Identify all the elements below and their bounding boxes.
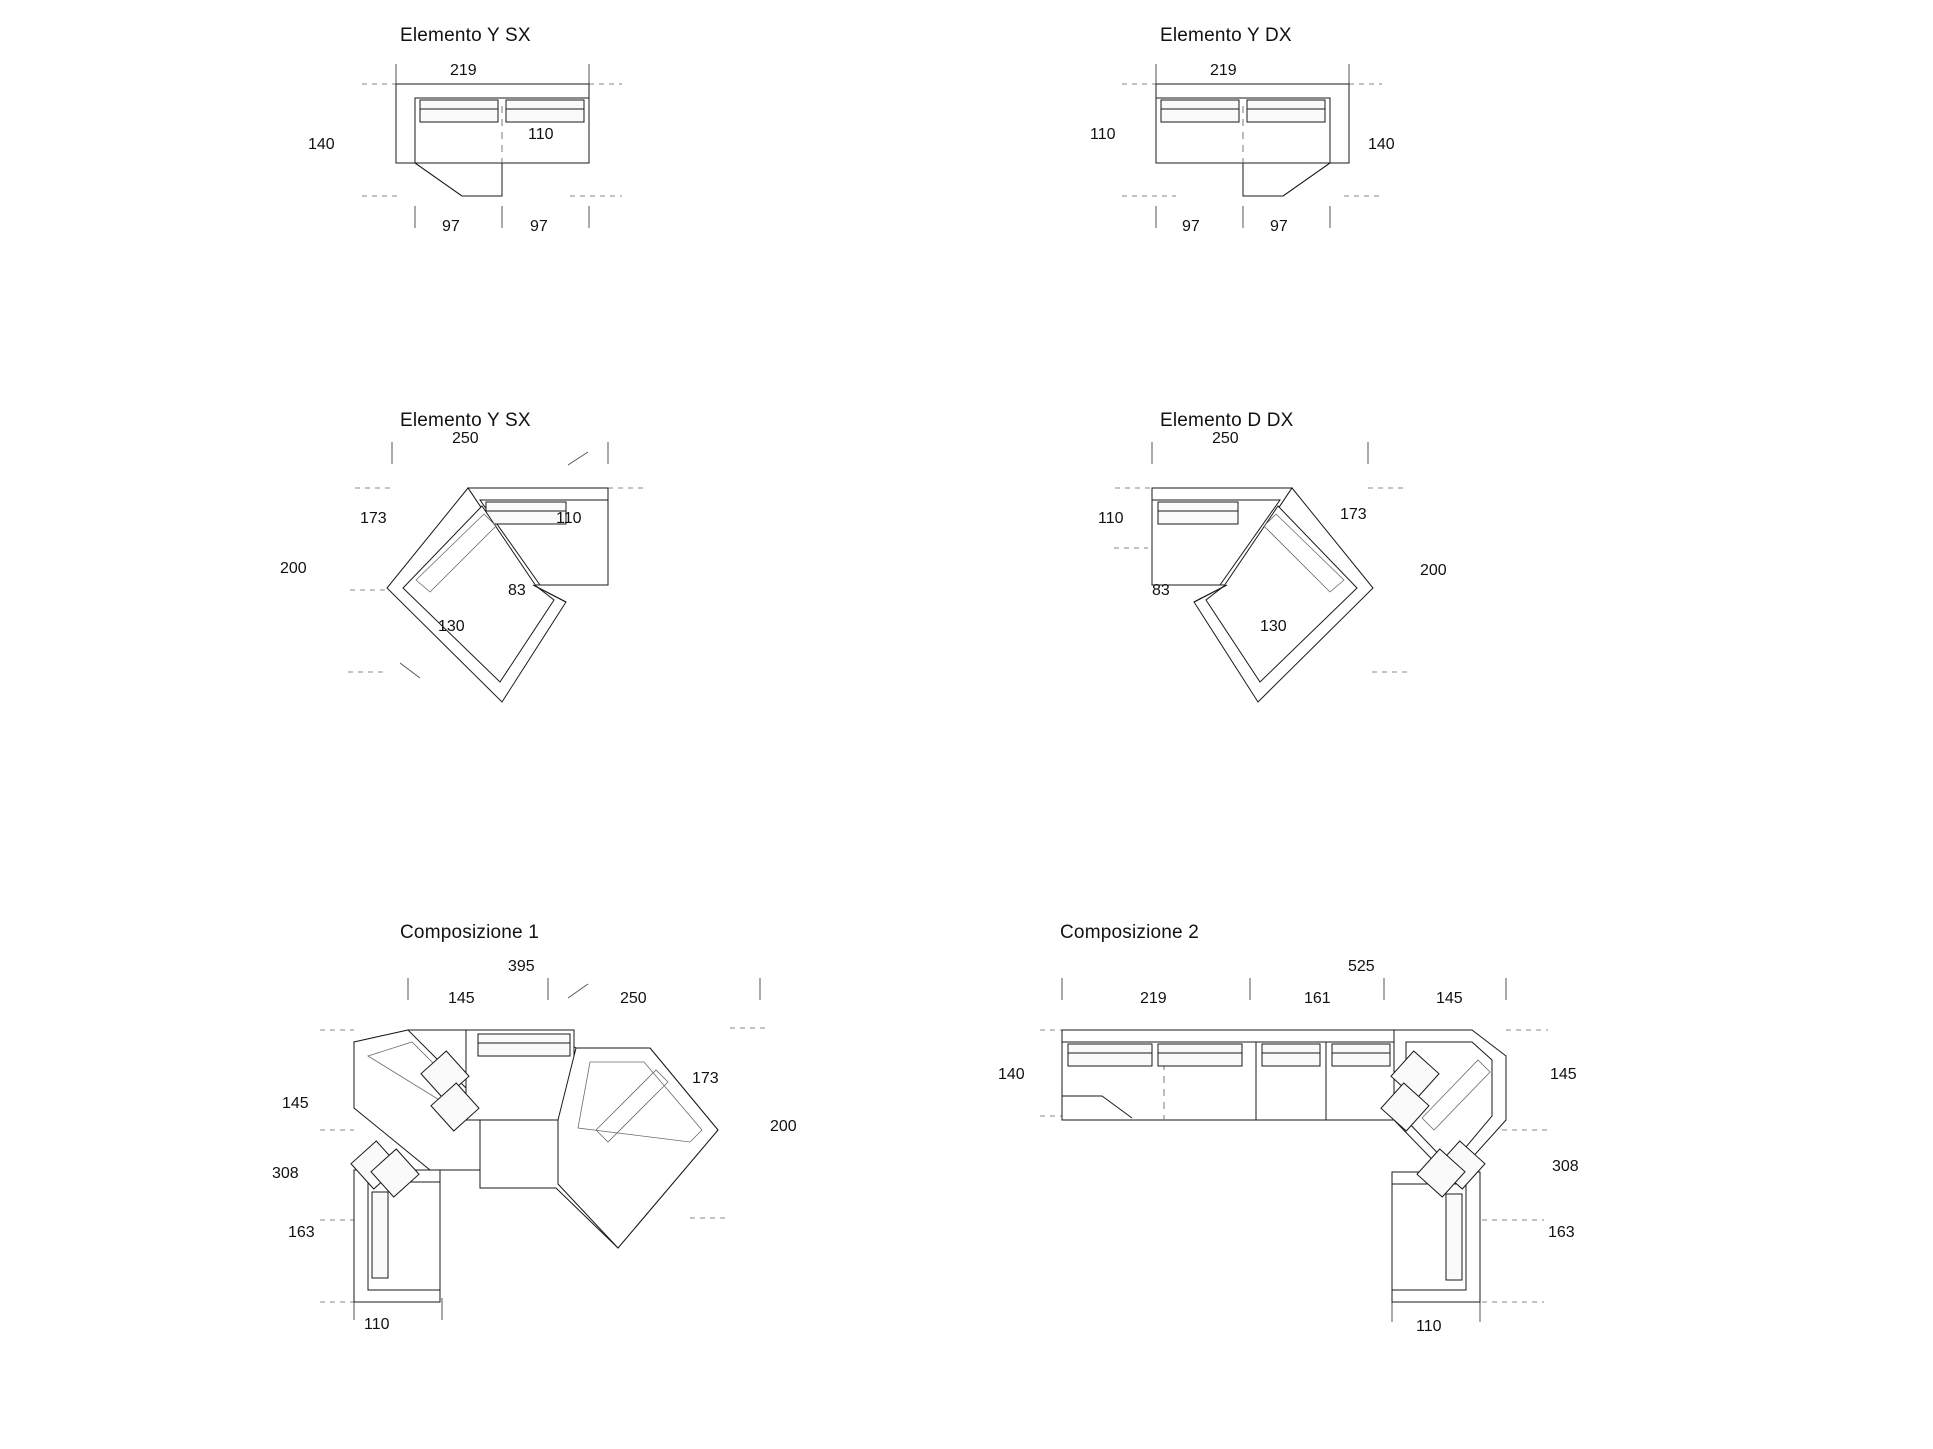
dim-depth-right: 200 bbox=[770, 1118, 797, 1135]
dim-right-total: 308 bbox=[1552, 1158, 1579, 1175]
dim-left-lower: 163 bbox=[288, 1224, 315, 1241]
dim-diagonal: 173 bbox=[360, 510, 387, 527]
panel-elemento-d-dx bbox=[1098, 410, 1580, 710]
dim-top-width: 250 bbox=[452, 430, 479, 447]
dim-seg-1: 219 bbox=[1140, 990, 1167, 1007]
dim-bottom-width: 110 bbox=[1416, 1318, 1442, 1335]
dim-inner: 83 bbox=[508, 582, 526, 599]
diagram-elemento-y-dx-1 bbox=[1100, 20, 1520, 270]
panel-elemento-y-dx-1 bbox=[1090, 20, 1520, 270]
panel-title: Elemento Y SX bbox=[400, 410, 531, 431]
dim-left-depth: 140 bbox=[998, 1066, 1025, 1083]
dim-right-upper: 145 bbox=[1550, 1066, 1577, 1083]
dim-inner: 83 bbox=[1152, 582, 1170, 599]
dim-overall-width: 395 bbox=[508, 958, 535, 975]
panel-composizione-2 bbox=[998, 922, 1720, 1430]
dim-bottom: 130 bbox=[438, 618, 465, 635]
dim-right-lower: 163 bbox=[1548, 1224, 1575, 1241]
panel-title: Elemento Y DX bbox=[1160, 25, 1292, 46]
panel-elemento-y-sx-2 bbox=[280, 410, 820, 710]
dim-seg-left: 145 bbox=[448, 990, 475, 1007]
dim-seg-right: 250 bbox=[620, 990, 647, 1007]
dim-right-depth: 200 bbox=[1420, 562, 1447, 579]
dim-left-total: 308 bbox=[272, 1165, 299, 1182]
dim-diagonal: 173 bbox=[1340, 506, 1367, 523]
diagram-elemento-y-sx-1 bbox=[340, 20, 760, 270]
panel-composizione-1 bbox=[272, 922, 940, 1430]
dim-bottom-left: 97 bbox=[442, 218, 460, 235]
dim-bottom-left: 97 bbox=[1182, 218, 1200, 235]
diagram-elemento-y-sx-2 bbox=[340, 420, 820, 710]
dim-left-depth: 110 bbox=[1098, 510, 1124, 527]
panel-title: Composizione 2 bbox=[1060, 922, 1200, 943]
panel-title: Elemento D DX bbox=[1160, 410, 1294, 431]
panel-title: Elemento Y SX bbox=[400, 25, 531, 46]
dim-top-width: 250 bbox=[1212, 430, 1239, 447]
dim-right-depth: 110 bbox=[528, 126, 554, 143]
dim-left-depth: 200 bbox=[280, 560, 307, 577]
dim-left-depth: 110 bbox=[1090, 126, 1116, 143]
dim-left-depth: 140 bbox=[308, 136, 335, 153]
dim-diagonal: 173 bbox=[692, 1070, 719, 1087]
panel-elemento-y-sx-1 bbox=[308, 20, 760, 270]
dim-top-width: 219 bbox=[450, 62, 477, 79]
dim-seg-2: 161 bbox=[1304, 990, 1331, 1007]
dim-right-depth: 140 bbox=[1368, 136, 1395, 153]
dim-bottom-width: 110 bbox=[364, 1316, 390, 1333]
dim-seg-3: 145 bbox=[1436, 990, 1463, 1007]
dim-overall-width: 525 bbox=[1348, 958, 1375, 975]
dim-bottom-right: 97 bbox=[530, 218, 548, 235]
panel-title: Composizione 1 bbox=[400, 922, 540, 943]
dim-right-depth: 110 bbox=[556, 510, 582, 527]
dim-bottom: 130 bbox=[1260, 618, 1287, 635]
dim-top-width: 219 bbox=[1210, 62, 1237, 79]
dim-bottom-right: 97 bbox=[1270, 218, 1288, 235]
diagram-elemento-d-dx bbox=[1100, 420, 1580, 710]
dim-left-upper: 145 bbox=[282, 1095, 309, 1112]
